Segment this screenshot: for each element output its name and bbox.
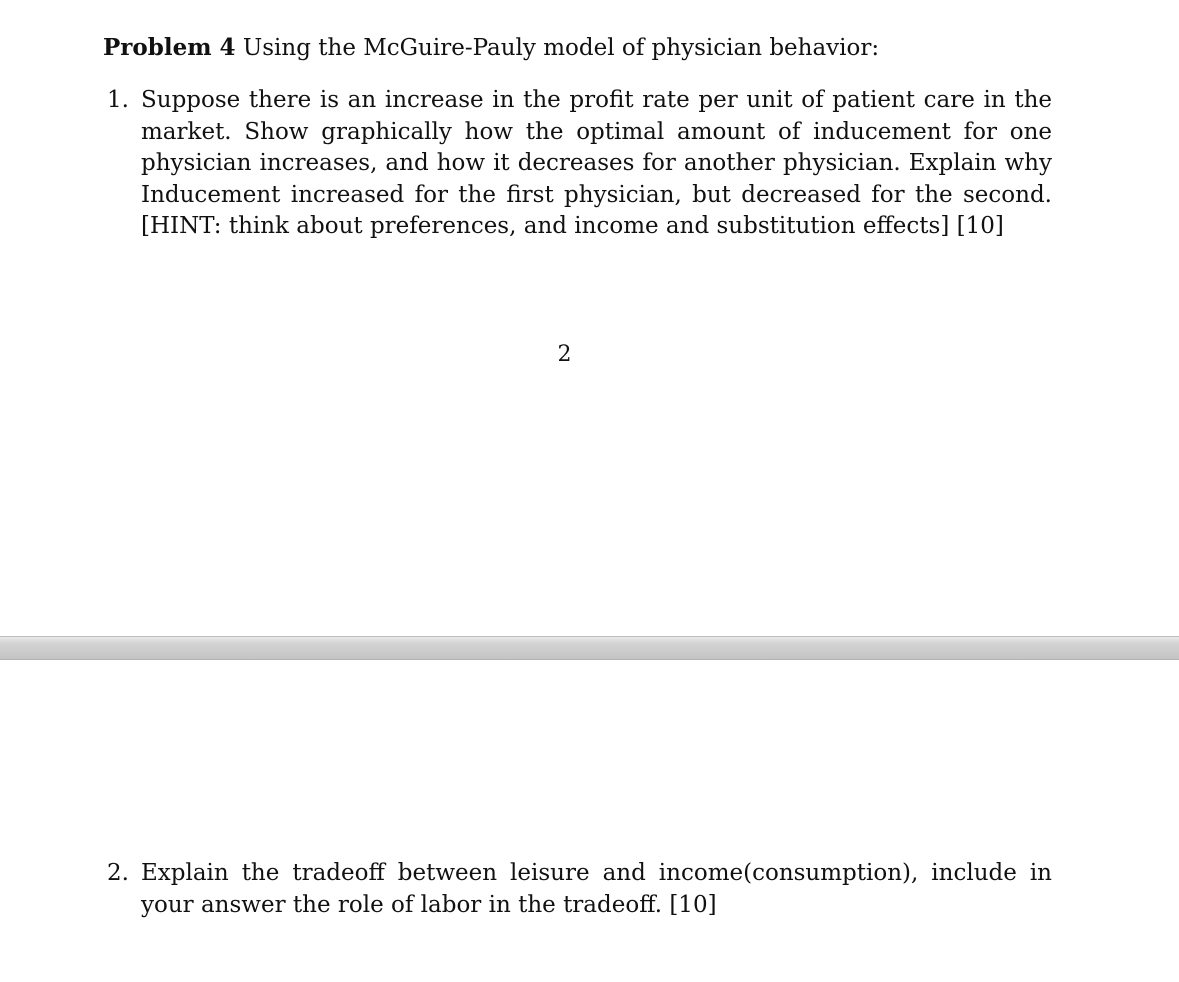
question-text: Explain the tradeoff between leisure and income(consumption), include in your answer the role of labor in the tradeoff. [10] [141, 860, 1052, 918]
question-item [103, 85, 1052, 243]
question-number: 1. [107, 87, 129, 113]
problem-heading [103, 32, 1063, 64]
question-item [103, 858, 1052, 921]
page-separator [0, 636, 1179, 660]
question-number: 2. [107, 860, 129, 886]
problem-intro: Using the McGuire-Pauly model of physician behavior: [242, 35, 880, 61]
problem-label: Problem 4 [103, 34, 236, 61]
page-number: 2 [557, 342, 572, 367]
document-page-lower [0, 660, 1179, 982]
question-text: Suppose there is an increase in the profit rate per unit of patient care in the market. Show graphically how the optimal amount of inducement for one physician increases, and how it decreases for another physician. Explain why Inducement increased for the first physician, but decreased for the second. [HINT: think about preferences, and income and substitution effects] [10] [141, 87, 1052, 240]
